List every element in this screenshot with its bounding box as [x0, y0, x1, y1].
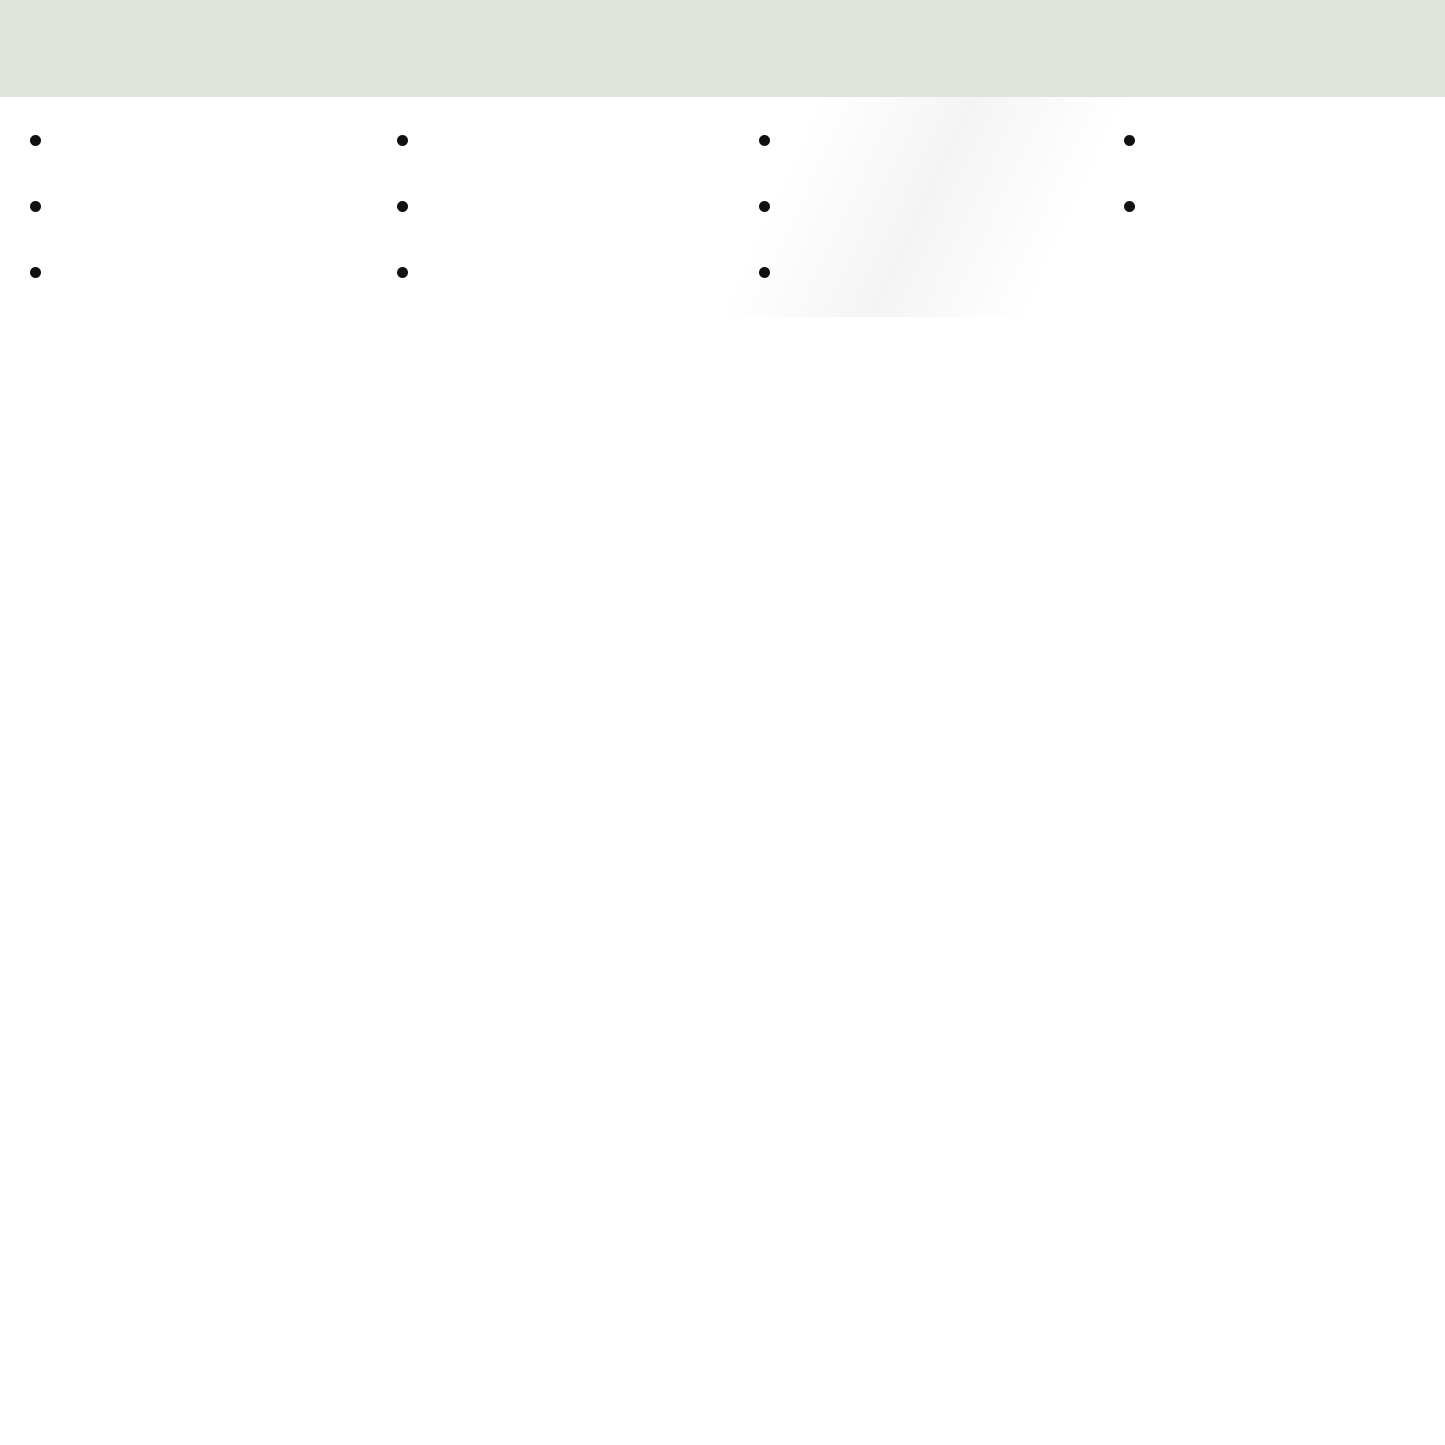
- room-item: [1084, 173, 1445, 239]
- room-column-3: [723, 97, 1084, 315]
- page-header: [0, 0, 1445, 97]
- bullet-icon: [1124, 201, 1135, 212]
- room-column-2: [361, 97, 722, 315]
- room-item: [0, 239, 361, 305]
- room-list: [0, 97, 1445, 315]
- bullet-icon: [759, 267, 770, 278]
- room-item: [723, 173, 1084, 239]
- bullet-icon: [30, 135, 41, 146]
- room-column-1: [0, 97, 361, 315]
- bullet-icon: [759, 135, 770, 146]
- bullet-icon: [397, 135, 408, 146]
- room-item: [0, 173, 361, 239]
- bullet-icon: [397, 267, 408, 278]
- room-item: [361, 173, 722, 239]
- checklist-sheets: [0, 300, 1445, 1445]
- bullet-icon: [397, 201, 408, 212]
- room-item: [0, 107, 361, 173]
- bullet-icon: [30, 267, 41, 278]
- bullet-icon: [1124, 135, 1135, 146]
- room-item: [361, 107, 722, 173]
- bullet-icon: [30, 201, 41, 212]
- room-item: [723, 239, 1084, 305]
- room-column-4: [1084, 97, 1445, 315]
- bullet-icon: [759, 201, 770, 212]
- room-item: [361, 239, 722, 305]
- room-item: [723, 107, 1084, 173]
- room-item: [1084, 107, 1445, 173]
